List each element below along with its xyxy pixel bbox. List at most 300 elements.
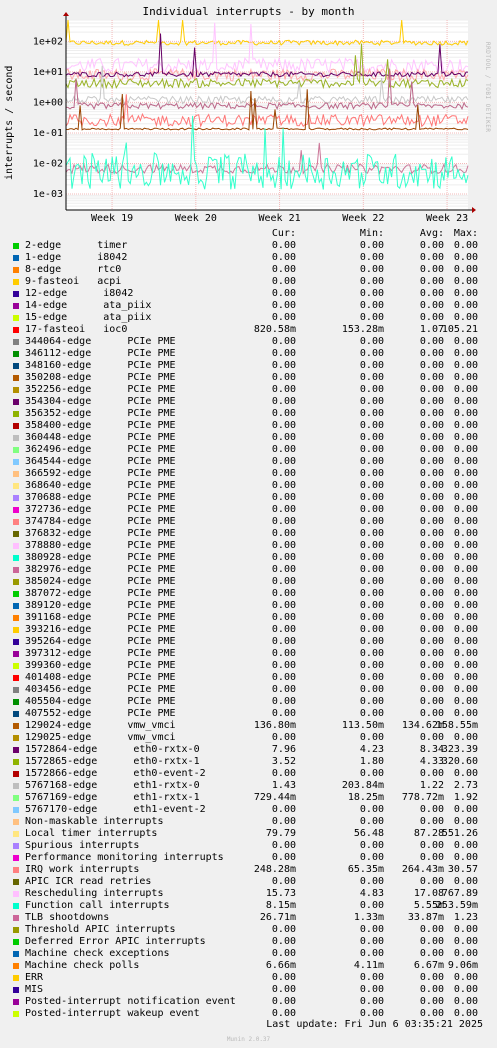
- legend-row: [0, 660, 497, 672]
- legend-avg: 0.00: [419, 696, 444, 707]
- legend-min: 56.48: [353, 828, 384, 839]
- legend-swatch: [13, 591, 19, 597]
- legend-swatch: [13, 603, 19, 609]
- legend-label: 129025-edge vmw_vmci: [25, 732, 176, 743]
- legend-swatch: [13, 351, 19, 357]
- legend-min: 0.00: [359, 552, 384, 563]
- legend-label: Performance monitoring interrupts: [25, 852, 224, 863]
- legend-row: [0, 684, 497, 696]
- legend-label: 399360-edge PCIe PME: [25, 660, 176, 671]
- legend-label: 387072-edge PCIe PME: [25, 588, 176, 599]
- legend-min: 4.11m: [353, 960, 384, 971]
- legend-label: 1572866-edge eth0-event-2: [25, 768, 206, 779]
- legend-min: 0.00: [359, 840, 384, 851]
- legend-row: [0, 900, 497, 912]
- legend-max: 0.00: [453, 240, 478, 251]
- legend-label: 395264-edge PCIe PME: [25, 636, 176, 647]
- legend-swatch: [13, 387, 19, 393]
- legend-avg: 0.00: [419, 372, 444, 383]
- legend-label: 1572865-edge eth0-rxtx-1: [25, 756, 200, 767]
- legend-cur: 0.00: [271, 936, 296, 947]
- legend-min: 203.84m: [341, 780, 384, 791]
- legend-max: 0.00: [453, 576, 478, 587]
- legend-min: 0.00: [359, 564, 384, 575]
- last-update: Last update: Fri Jun 6 03:35:21 2025: [266, 1019, 483, 1030]
- legend-cur: 136.80m: [253, 720, 296, 731]
- legend-min: 0.00: [359, 600, 384, 611]
- legend-row: [0, 864, 497, 876]
- legend-swatch: [13, 363, 19, 369]
- legend-avg: 264.43m: [401, 864, 444, 875]
- legend-min: 0.00: [359, 288, 384, 299]
- legend-min: 0.00: [359, 612, 384, 623]
- legend-avg: 0.00: [419, 588, 444, 599]
- legend-avg: 0.00: [419, 252, 444, 263]
- legend-avg: 0.00: [419, 612, 444, 623]
- legend-min: 0.00: [359, 312, 384, 323]
- legend-swatch: [13, 579, 19, 585]
- legend-avg: 134.62m: [401, 720, 444, 731]
- legend-min: 0.00: [359, 636, 384, 647]
- legend-row: [0, 576, 497, 588]
- legend-avg: 6.67m: [413, 960, 444, 971]
- legend-avg: 0.00: [419, 576, 444, 587]
- legend-min: 0.00: [359, 240, 384, 251]
- legend-row: [0, 384, 497, 396]
- legend-max: 0.00: [453, 636, 478, 647]
- legend-max: 0.00: [453, 600, 478, 611]
- legend-label: 348160-edge PCIe PME: [25, 360, 176, 371]
- legend-cur: 820.58m: [253, 324, 296, 335]
- legend-swatch: [13, 447, 19, 453]
- legend-swatch: [13, 627, 19, 633]
- legend-min: 0.00: [359, 768, 384, 779]
- legend-avg: 0.00: [419, 936, 444, 947]
- legend-min: 1.33m: [353, 912, 384, 923]
- legend-cur: 0.00: [271, 492, 296, 503]
- legend-label: 389120-edge PCIe PME: [25, 600, 176, 611]
- legend-cur: 0.00: [271, 384, 296, 395]
- x-tick-label: Week 19: [90, 213, 134, 224]
- legend-avg: 0.00: [419, 276, 444, 287]
- legend-swatch: [13, 339, 19, 345]
- legend-max: 0.00: [453, 564, 478, 575]
- legend-swatch: [13, 975, 19, 981]
- legend-max: 0.00: [453, 732, 478, 743]
- legend-avg: 0.00: [419, 348, 444, 359]
- legend-min: 0.00: [359, 624, 384, 635]
- legend-min: 0.00: [359, 1008, 384, 1019]
- legend-label: 405504-edge PCIe PME: [25, 696, 176, 707]
- legend-avg: 0.00: [419, 300, 444, 311]
- legend-max: 0.00: [453, 252, 478, 263]
- legend-cur: 0.00: [271, 540, 296, 551]
- legend-swatch: [13, 399, 19, 405]
- legend-cur: 0.00: [271, 672, 296, 683]
- legend-max: 0.00: [453, 588, 478, 599]
- legend-swatch: [13, 915, 19, 921]
- legend-cur: 0.00: [271, 552, 296, 563]
- legend-cur: 0.00: [271, 804, 296, 815]
- legend-min: 0.00: [359, 384, 384, 395]
- legend-swatch: [13, 699, 19, 705]
- legend-avg: 8.34: [419, 744, 444, 755]
- legend-avg: 0.00: [419, 972, 444, 983]
- legend-row: [0, 888, 497, 900]
- legend-max: 0.00: [453, 360, 478, 371]
- legend-cur: 0.00: [271, 708, 296, 719]
- legend-cur: 0.00: [271, 336, 296, 347]
- legend-avg: 1.22: [419, 780, 444, 791]
- legend-max: 0.00: [453, 372, 478, 383]
- legend-cur: 0.00: [271, 240, 296, 251]
- legend-cur: 0.00: [271, 288, 296, 299]
- legend-label: 346112-edge PCIe PME: [25, 348, 176, 359]
- legend-label: 370688-edge PCIe PME: [25, 492, 176, 503]
- rrdtool-credit: RRDTOOL / TOBI OETIKER: [484, 42, 491, 133]
- legend-label: Machine check exceptions: [25, 948, 170, 959]
- legend-cur: 6.66m: [265, 960, 296, 971]
- legend-max: 0.00: [453, 528, 478, 539]
- legend-avg: 0.00: [419, 528, 444, 539]
- y-axis-label: interrupts / second: [4, 65, 15, 180]
- legend-min: 0.00: [359, 576, 384, 587]
- legend-cur: 0.00: [271, 876, 296, 887]
- legend-max: 105.21: [441, 324, 478, 335]
- legend-swatch: [13, 291, 19, 297]
- legend-label: 378880-edge PCIe PME: [25, 540, 176, 551]
- legend-label: 9-fasteoi acpi: [25, 276, 122, 287]
- legend-max: 0.00: [453, 624, 478, 635]
- legend-avg: 0.00: [419, 456, 444, 467]
- legend-swatch: [13, 987, 19, 993]
- legend-max: 158.55m: [435, 720, 478, 731]
- legend-cur: 0.00: [271, 624, 296, 635]
- legend-swatch: [13, 279, 19, 285]
- legend-min: 0.00: [359, 972, 384, 983]
- legend-avg: 0.00: [419, 360, 444, 371]
- legend-max: 0.00: [453, 552, 478, 563]
- y-tick-label: 1e+00: [32, 97, 63, 109]
- legend-row: [0, 600, 497, 612]
- legend-row: [0, 936, 497, 948]
- legend-row: [0, 636, 497, 648]
- legend-row: [0, 396, 497, 408]
- legend-swatch: [13, 939, 19, 945]
- legend-row: [0, 972, 497, 984]
- legend-max: 0.00: [453, 288, 478, 299]
- legend-cur: 26.71m: [259, 912, 296, 923]
- legend-min: 0.00: [359, 648, 384, 659]
- legend-label: 393216-edge PCIe PME: [25, 624, 176, 635]
- legend-avg: 0.00: [419, 480, 444, 491]
- legend-min: 0.00: [359, 408, 384, 419]
- legend-cur: 0.00: [271, 588, 296, 599]
- legend-min: 4.83: [359, 888, 384, 899]
- legend-avg: 1.07: [419, 324, 444, 335]
- legend-label: 372736-edge PCIe PME: [25, 504, 176, 515]
- y-tick-label: 1e+02: [32, 36, 63, 48]
- legend-avg: 33.87m: [407, 912, 444, 923]
- legend-label: 407552-edge PCIe PME: [25, 708, 176, 719]
- legend-swatch: [13, 951, 19, 957]
- legend-cur: 79.79: [265, 828, 296, 839]
- legend-row: [0, 312, 497, 324]
- legend-min: 0.00: [359, 516, 384, 527]
- legend-min: 0.00: [359, 540, 384, 551]
- legend-cur: 0.00: [271, 528, 296, 539]
- legend-max: 9.06m: [447, 960, 478, 971]
- legend-max: 0.00: [453, 876, 478, 887]
- legend-max: 2.73: [453, 780, 478, 791]
- legend-header-cur: Cur:: [271, 228, 296, 239]
- legend-label: 382976-edge PCIe PME: [25, 564, 176, 575]
- legend-min: 0.00: [359, 432, 384, 443]
- legend-label: 358400-edge PCIe PME: [25, 420, 176, 431]
- legend-row: [0, 612, 497, 624]
- legend-label: 5767168-edge eth1-rxtx-0: [25, 780, 200, 791]
- legend-max: 0.00: [453, 300, 478, 311]
- legend-row: [0, 348, 497, 360]
- legend-min: 0.00: [359, 984, 384, 995]
- legend-label: 15-edge ata_piix: [25, 312, 152, 323]
- legend-swatch: [13, 411, 19, 417]
- legend-max: 0.00: [453, 444, 478, 455]
- legend-swatch: [13, 855, 19, 861]
- legend-swatch: [13, 495, 19, 501]
- legend-swatch: [13, 687, 19, 693]
- legend-max: 30.57: [447, 864, 478, 875]
- legend-avg: 0.00: [419, 672, 444, 683]
- legend-cur: 0.00: [271, 852, 296, 863]
- legend-cur: 0.00: [271, 360, 296, 371]
- legend-min: 18.25m: [347, 792, 384, 803]
- legend-cur: 0.00: [271, 408, 296, 419]
- legend-row: [0, 756, 497, 768]
- legend-swatch: [13, 675, 19, 681]
- legend-cur: 0.00: [271, 396, 296, 407]
- legend-label: ERR: [25, 972, 44, 983]
- legend-swatch: [13, 615, 19, 621]
- legend-avg: 0.00: [419, 312, 444, 323]
- legend-avg: 0.00: [419, 804, 444, 815]
- legend-swatch: [13, 375, 19, 381]
- legend-label: Rescheduling interrupts: [25, 888, 164, 899]
- legend-max: 320.60: [441, 756, 478, 767]
- legend-swatch: [13, 483, 19, 489]
- y-axis-arrow: [63, 12, 69, 16]
- legend-max: 0.00: [453, 492, 478, 503]
- legend-min: 0.00: [359, 804, 384, 815]
- legend-swatch: [13, 723, 19, 729]
- legend-cur: 0.00: [271, 840, 296, 851]
- legend-cur: 0.00: [271, 984, 296, 995]
- legend-swatch: [13, 507, 19, 513]
- legend-row: [0, 564, 497, 576]
- legend-avg: 0.00: [419, 624, 444, 635]
- legend-min: 0.00: [359, 396, 384, 407]
- y-tick-label: 1e-01: [32, 127, 63, 139]
- legend-avg: 0.00: [419, 948, 444, 959]
- legend-max: 0.00: [453, 924, 478, 935]
- legend-row: [0, 360, 497, 372]
- legend-min: 0.00: [359, 936, 384, 947]
- legend-cur: 0.00: [271, 684, 296, 695]
- legend-cur: 0.00: [271, 576, 296, 587]
- legend-label: 376832-edge PCIe PME: [25, 528, 176, 539]
- legend-avg: 0.00: [419, 516, 444, 527]
- legend-cur: 0.00: [271, 660, 296, 671]
- legend-min: 0.00: [359, 372, 384, 383]
- legend-min: 0.00: [359, 948, 384, 959]
- legend-cur: 729.44m: [253, 792, 296, 803]
- legend-swatch: [13, 963, 19, 969]
- legend-label: Non-maskable interrupts: [25, 816, 164, 827]
- legend-label: IRQ work interrupts: [25, 864, 140, 875]
- legend-cur: 0.00: [271, 312, 296, 323]
- legend-label: MIS: [25, 984, 44, 995]
- legend-row: [0, 240, 497, 252]
- legend-label: TLB shootdowns: [25, 912, 110, 923]
- legend-row: [0, 432, 497, 444]
- legend-min: 0.00: [359, 876, 384, 887]
- legend-row: [0, 444, 497, 456]
- legend-cur: 0.00: [271, 264, 296, 275]
- legend-swatch: [13, 891, 19, 897]
- legend-row: [0, 984, 497, 996]
- legend-label: Posted-interrupt wakeup event: [25, 1008, 200, 1019]
- legend-avg: 0.00: [419, 468, 444, 479]
- legend-label: Deferred Error APIC interrupts: [25, 936, 206, 947]
- legend-cur: 0.00: [271, 300, 296, 311]
- legend-swatch: [13, 651, 19, 657]
- legend-swatch: [13, 567, 19, 573]
- legend-row: [0, 648, 497, 660]
- legend-header-max: Max:: [453, 228, 478, 239]
- legend-max: 253.59m: [435, 900, 478, 911]
- legend-row: [0, 336, 497, 348]
- legend-header-avg: Avg:: [419, 228, 444, 239]
- legend-max: 0.00: [453, 336, 478, 347]
- legend-label: 362496-edge PCIe PME: [25, 444, 176, 455]
- legend-max: 0.00: [453, 432, 478, 443]
- legend-avg: 0.00: [419, 660, 444, 671]
- legend-min: 0.00: [359, 996, 384, 1007]
- legend-label: 380928-edge PCIe PME: [25, 552, 176, 563]
- legend-min: 0.00: [359, 348, 384, 359]
- legend-row: [0, 288, 497, 300]
- legend-swatch: [13, 903, 19, 909]
- legend-avg: 0.00: [419, 384, 444, 395]
- legend-label: 368640-edge PCIe PME: [25, 480, 176, 491]
- legend-min: 1.80: [359, 756, 384, 767]
- legend-row: [0, 960, 497, 972]
- legend-avg: 0.00: [419, 636, 444, 647]
- legend-cur: 0.00: [271, 276, 296, 287]
- legend-avg: 778.72m: [401, 792, 444, 803]
- legend-avg: 0.00: [419, 816, 444, 827]
- legend-swatch: [13, 255, 19, 261]
- legend-label: 391168-edge PCIe PME: [25, 612, 176, 623]
- legend-swatch: [13, 327, 19, 333]
- legend-label: 5767170-edge eth1-event-2: [25, 804, 206, 815]
- legend-row: [0, 480, 497, 492]
- legend-max: 0.00: [453, 420, 478, 431]
- legend-max: 0.00: [453, 348, 478, 359]
- legend-min: 0.00: [359, 528, 384, 539]
- legend-cur: 1.43: [271, 780, 296, 791]
- legend-avg: 0.00: [419, 396, 444, 407]
- legend-max: 323.39: [441, 744, 478, 755]
- legend-swatch: [13, 459, 19, 465]
- legend-row: [0, 720, 497, 732]
- legend-max: 0.00: [453, 540, 478, 551]
- legend-min: 0.00: [359, 924, 384, 935]
- legend-swatch: [13, 423, 19, 429]
- y-tick-label: 1e+01: [32, 66, 63, 78]
- x-tick-label: Week 22: [342, 213, 385, 224]
- x-tick-label: Week 23: [425, 213, 469, 224]
- legend-avg: 0.00: [419, 540, 444, 551]
- legend-label: 360448-edge PCIe PME: [25, 432, 176, 443]
- legend-row: [0, 912, 497, 924]
- legend-label: 2-edge timer: [25, 240, 128, 251]
- legend-avg: 0.00: [419, 408, 444, 419]
- legend-swatch: [13, 471, 19, 477]
- legend-cur: 0.00: [271, 696, 296, 707]
- legend-min: 0.00: [359, 660, 384, 671]
- legend-header-min: Min:: [359, 228, 384, 239]
- legend-row: [0, 552, 497, 564]
- x-axis-arrow: [472, 207, 476, 213]
- legend-avg: 17.08: [413, 888, 444, 899]
- legend-label: 8-edge rtc0: [25, 264, 122, 275]
- legend-swatch: [13, 795, 19, 801]
- legend-row: [0, 696, 497, 708]
- legend-min: 0.00: [359, 696, 384, 707]
- legend-row: [0, 624, 497, 636]
- legend-avg: 0.00: [419, 732, 444, 743]
- legend-min: 153.28m: [341, 324, 384, 335]
- legend-row: [0, 672, 497, 684]
- legend-label: 344064-edge PCIe PME: [25, 336, 176, 347]
- legend-swatch: [13, 867, 19, 873]
- legend-cur: 0.00: [271, 972, 296, 983]
- legend-row: [0, 708, 497, 720]
- legend-avg: 0.00: [419, 924, 444, 935]
- legend-avg: 0.00: [419, 684, 444, 695]
- legend-avg: 0.00: [419, 876, 444, 887]
- legend-max: 0.00: [453, 384, 478, 395]
- legend-max: 0.00: [453, 456, 478, 467]
- legend-row: [0, 768, 497, 780]
- legend-avg: 0.00: [419, 288, 444, 299]
- legend-cur: 0.00: [271, 924, 296, 935]
- legend-min: 0.00: [359, 816, 384, 827]
- legend-max: 0.00: [453, 648, 478, 659]
- legend-cur: 0.00: [271, 516, 296, 527]
- legend-avg: 0.00: [419, 552, 444, 563]
- legend-cur: 0.00: [271, 612, 296, 623]
- legend-swatch: [13, 843, 19, 849]
- legend-label: 17-fasteoi ioc0: [25, 324, 128, 335]
- legend-max: 1.92: [453, 792, 478, 803]
- legend-row: [0, 492, 497, 504]
- legend-cur: 0.00: [271, 504, 296, 515]
- legend-cur: 0.00: [271, 480, 296, 491]
- y-tick-label: 1e-03: [32, 189, 63, 201]
- legend-min: 0.00: [359, 336, 384, 347]
